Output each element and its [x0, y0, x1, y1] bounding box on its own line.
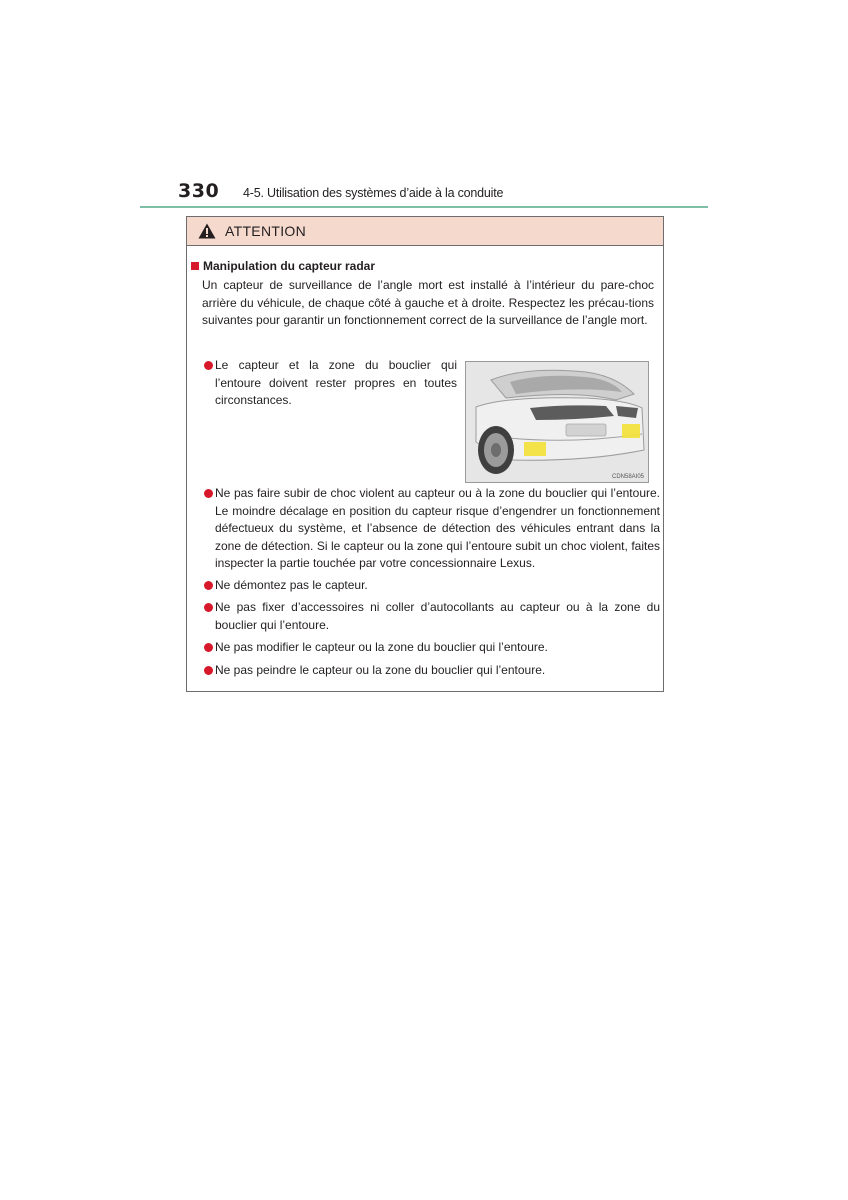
red-dot-icon: [204, 603, 213, 612]
red-dot-icon: [204, 361, 213, 370]
figure-code: CDN58AI05: [611, 474, 644, 480]
page-number: 330: [178, 180, 220, 202]
car-rear-illustration: [466, 362, 648, 482]
bullet-text: Ne démontez pas le capteur.: [215, 578, 368, 592]
bullet-item: [202, 639, 660, 657]
bullet-item: [202, 577, 660, 595]
bullet-text: Ne pas faire subir de choc violent au capteur ou à la zone du bouclier qui l’entoure. Le moindre décalage en position du capteur risque d’engendrer un fonctionnement défectueux du système, et l’absence de détection des véhicules entrant dans la zone de détection. Si le capteur ou la zone qui l’entoure subit un choc violent, faites inspecter la partie touchée par votre concessionnaire Lexus.: [215, 486, 660, 570]
warning-triangle-icon: [198, 223, 216, 239]
red-dot-icon: [204, 489, 213, 498]
bullet-item: [202, 357, 457, 410]
bullet-text: Le capteur et la zone du bouclier qui l’entoure doivent rester propres en toutes circonstances.: [215, 358, 457, 407]
car-rear-sensor-illustration: [465, 361, 649, 483]
warning-title: ATTENTION: [225, 223, 306, 239]
warning-box: [186, 216, 664, 692]
section-title: 4-5. Utilisation des systèmes d’aide à la conduite: [243, 186, 504, 200]
subheading-text: Manipulation du capteur radar: [203, 259, 376, 273]
red-square-icon: [191, 262, 199, 270]
subheading: [191, 259, 375, 273]
red-dot-icon: [204, 666, 213, 675]
bullet-item: [202, 662, 660, 680]
warning-header: [187, 217, 663, 246]
red-dot-icon: [204, 643, 213, 652]
bullet-text: Ne pas modifier le capteur ou la zone du bouclier qui l’entoure.: [215, 640, 548, 654]
red-dot-icon: [204, 581, 213, 590]
bullet-item: [202, 599, 660, 634]
bullet-text: Ne pas peindre le capteur ou la zone du bouclier qui l’entoure.: [215, 663, 546, 677]
header-divider: [140, 206, 708, 208]
bullet-text: Ne pas fixer d’accessoires ni coller d’autocollants au capteur ou à la zone du bouclier qui l’entoure.: [215, 600, 660, 632]
intro-paragraph: Un capteur de surveillance de l’angle mort est installé à l’intérieur du pare-choc arrière du véhicule, de chaque côté à gauche et à droite. Respectez les précau-tions suivantes pour garantir un fonctionnement correct de la surveillance de l’angle mort.: [202, 278, 654, 327]
bullet-item: [202, 485, 660, 573]
page-header: [140, 180, 708, 208]
